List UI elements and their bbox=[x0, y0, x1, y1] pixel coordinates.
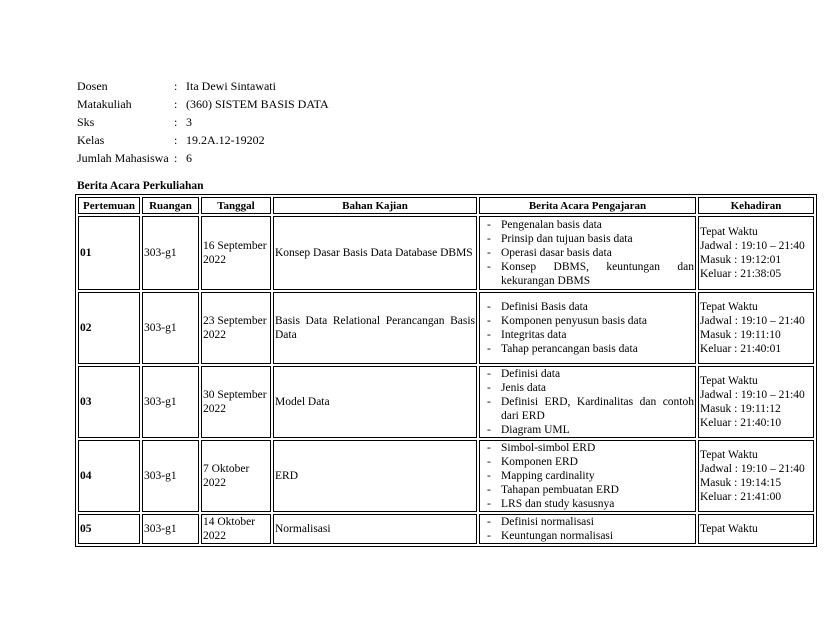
column-header: Tanggal bbox=[201, 197, 271, 214]
list-item: - Simbol-simbol ERD bbox=[487, 441, 694, 455]
meeting-number: 02 bbox=[78, 292, 140, 364]
attendance-line: Masuk : 19:11:12 bbox=[700, 403, 781, 415]
table-row bbox=[78, 216, 814, 290]
list-item: - Definisi ERD, Kardinalitas dan contoh dari ERD bbox=[487, 395, 694, 423]
list-item: - LRS dan study kasusnya bbox=[487, 497, 694, 511]
column-header: Ruangan bbox=[142, 197, 199, 214]
info-colon: : bbox=[174, 97, 178, 111]
list-item: - Definisi data bbox=[487, 367, 694, 381]
info-label: Sks bbox=[77, 115, 95, 129]
info-row-matakuliah bbox=[77, 95, 329, 113]
list-item: - Diagram UML bbox=[487, 423, 694, 437]
attendance-line: Keluar : 21:41:00 bbox=[700, 491, 782, 503]
section-title: Berita Acara Perkuliahan bbox=[77, 180, 204, 192]
table-row bbox=[78, 514, 814, 544]
attendance-line: Jadwal : 19:10 – 21:40 bbox=[700, 240, 805, 252]
list-item: - Konsep DBMS, keuntungan dan kekurangan DBMS bbox=[487, 260, 694, 288]
info-label: Matakuliah bbox=[77, 97, 132, 111]
attendance-cell bbox=[698, 292, 814, 364]
attendance-line: Jadwal : 19:10 – 21:40 bbox=[700, 315, 805, 327]
list-item: - Keuntungan normalisasi bbox=[487, 529, 694, 543]
info-colon: : bbox=[174, 133, 178, 147]
list-item: - Pengenalan basis data bbox=[487, 218, 694, 232]
list-item: - Definisi normalisasi bbox=[487, 515, 694, 529]
date-cell: 16 September 2022 bbox=[201, 216, 271, 290]
table-row bbox=[78, 366, 814, 438]
info-colon: : bbox=[174, 115, 178, 129]
info-label: Dosen bbox=[77, 79, 108, 93]
teaching-log-cell bbox=[479, 216, 696, 290]
room-cell: 303-g1 bbox=[142, 366, 199, 438]
list-item: - Tahapan pembuatan ERD bbox=[487, 483, 694, 497]
attendance-cell bbox=[698, 514, 814, 544]
teaching-log-cell bbox=[479, 514, 696, 544]
meeting-number: 03 bbox=[78, 366, 140, 438]
meeting-number: 05 bbox=[78, 514, 140, 544]
topic-cell: Normalisasi bbox=[273, 514, 477, 544]
attendance-line: Tepat Waktu bbox=[700, 301, 758, 313]
attendance-line: Tepat Waktu bbox=[700, 449, 758, 461]
room-cell: 303-g1 bbox=[142, 440, 199, 512]
teaching-log-list bbox=[481, 300, 694, 356]
list-item: - Integritas data bbox=[487, 328, 694, 342]
info-colon: : bbox=[174, 151, 178, 165]
date-cell: 23 September 2022 bbox=[201, 292, 271, 364]
table-header-row bbox=[78, 197, 814, 214]
info-value: (360) SISTEM BASIS DATA bbox=[186, 97, 329, 111]
info-value: 6 bbox=[186, 151, 192, 165]
attendance-line: Keluar : 21:40:10 bbox=[700, 417, 782, 429]
attendance-line: Keluar : 21:40:01 bbox=[700, 343, 782, 355]
date-cell: 7 Oktober 2022 bbox=[201, 440, 271, 512]
attendance-line: Keluar : 21:38:05 bbox=[700, 268, 782, 280]
teaching-log-list bbox=[481, 218, 694, 288]
table-row bbox=[78, 440, 814, 512]
course-info bbox=[77, 77, 329, 167]
info-value: 19.2A.12-19202 bbox=[186, 133, 265, 147]
column-header: Berita Acara Pengajaran bbox=[479, 197, 696, 214]
teaching-log-cell bbox=[479, 366, 696, 438]
list-item: - Komponen penyusun basis data bbox=[487, 314, 694, 328]
info-row-jumlah-mahasiswa bbox=[77, 149, 329, 167]
info-row-dosen bbox=[77, 77, 329, 95]
info-label: Kelas bbox=[77, 133, 105, 147]
date-cell: 30 September 2022 bbox=[201, 366, 271, 438]
list-item: - Definisi Basis data bbox=[487, 300, 694, 314]
list-item: - Operasi dasar basis data bbox=[487, 246, 694, 260]
room-cell: 303-g1 bbox=[142, 514, 199, 544]
topic-cell: ERD bbox=[273, 440, 477, 512]
teaching-log-list bbox=[481, 367, 694, 437]
attendance-line: Masuk : 19:11:10 bbox=[700, 329, 781, 341]
topic-cell: Model Data bbox=[273, 366, 477, 438]
attendance-cell bbox=[698, 440, 814, 512]
list-item: - Komponen ERD bbox=[487, 455, 694, 469]
attendance-line: Tepat Waktu bbox=[700, 226, 758, 238]
info-value: Ita Dewi Sintawati bbox=[186, 79, 276, 93]
attendance-line: Masuk : 19:14:15 bbox=[700, 477, 782, 489]
meeting-number: 04 bbox=[78, 440, 140, 512]
list-item: - Tahap perancangan basis data bbox=[487, 342, 694, 356]
column-header: Pertemuan bbox=[78, 197, 140, 214]
topic-cell: Basis Data Relational Perancangan Basis Data bbox=[273, 292, 477, 364]
info-value: 3 bbox=[186, 115, 192, 129]
attendance-line: Jadwal : 19:10 – 21:40 bbox=[700, 463, 805, 475]
list-item: - Prinsip dan tujuan basis data bbox=[487, 232, 694, 246]
attendance-cell bbox=[698, 366, 814, 438]
column-header: Bahan Kajian bbox=[273, 197, 477, 214]
topic-cell: Konsep Dasar Basis Data Database DBMS bbox=[273, 216, 477, 290]
date-cell: 14 Oktober 2022 bbox=[201, 514, 271, 544]
info-row-kelas bbox=[77, 131, 329, 149]
list-item: - Mapping cardinality bbox=[487, 469, 694, 483]
attendance-cell bbox=[698, 216, 814, 290]
attendance-line: Tepat Waktu bbox=[700, 375, 758, 387]
info-colon: : bbox=[174, 79, 178, 93]
room-cell: 303-g1 bbox=[142, 292, 199, 364]
teaching-log-list bbox=[481, 441, 694, 511]
info-row-sks bbox=[77, 113, 329, 131]
teaching-log-list bbox=[481, 515, 694, 543]
attendance-line: Masuk : 19:12:01 bbox=[700, 254, 782, 266]
list-item: - Jenis data bbox=[487, 381, 694, 395]
room-cell: 303-g1 bbox=[142, 216, 199, 290]
teaching-log-cell bbox=[479, 440, 696, 512]
info-label: Jumlah Mahasiswa bbox=[77, 151, 169, 165]
lecture-log-table bbox=[75, 194, 817, 547]
meeting-number: 01 bbox=[78, 216, 140, 290]
attendance-line: Tepat Waktu bbox=[700, 523, 758, 535]
column-header: Kehadiran bbox=[698, 197, 814, 214]
table-row bbox=[78, 292, 814, 364]
attendance-line: Jadwal : 19:10 – 21:40 bbox=[700, 389, 805, 401]
teaching-log-cell bbox=[479, 292, 696, 364]
